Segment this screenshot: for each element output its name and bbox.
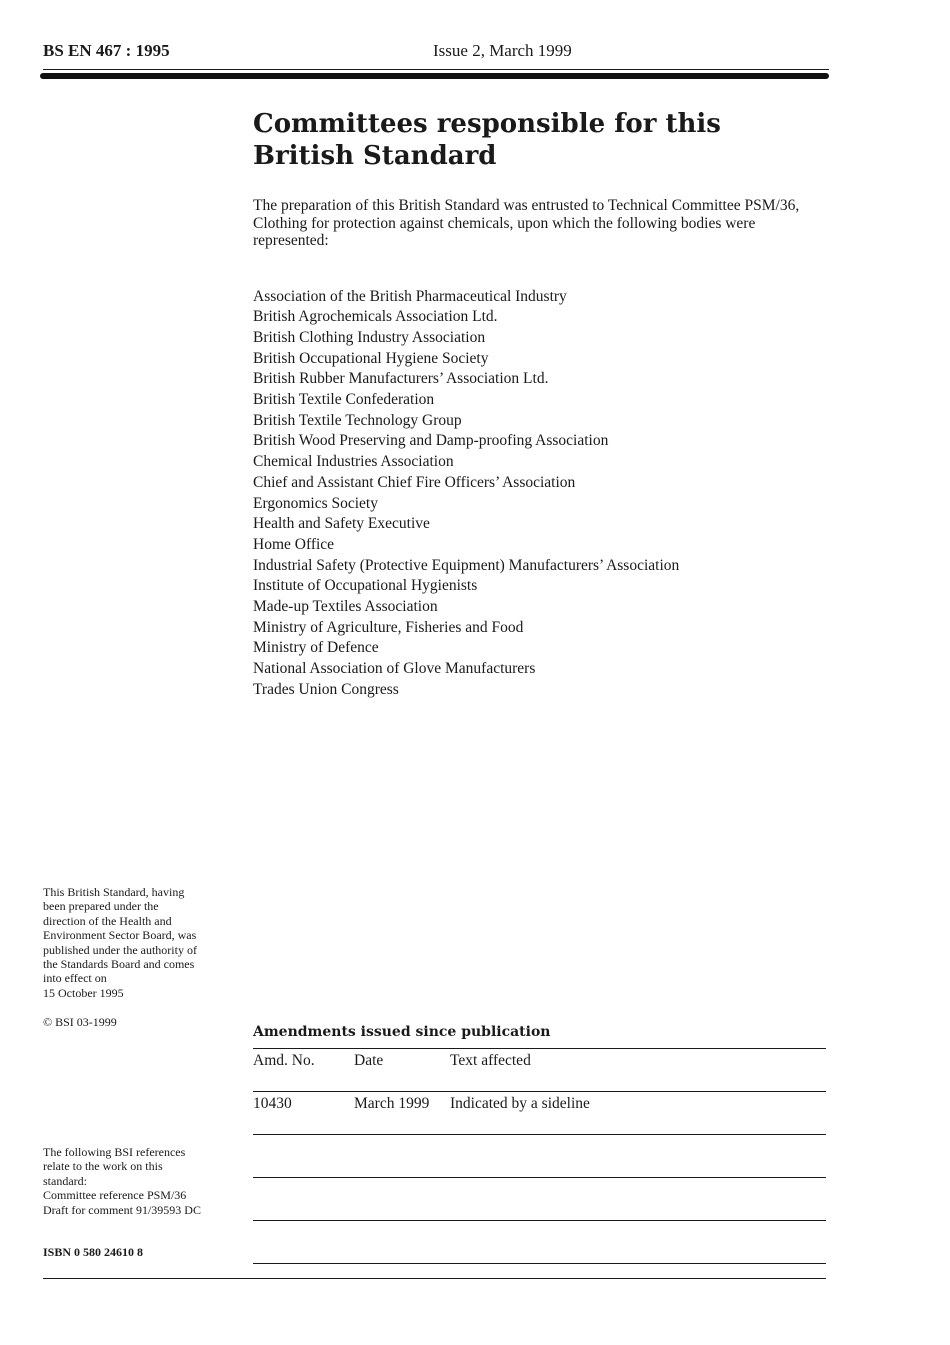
list-item: Ministry of Defence bbox=[253, 639, 379, 657]
issue-label: Issue 2, March 1999 bbox=[433, 41, 572, 60]
list-item: British Textile Confederation bbox=[253, 391, 435, 409]
table-row bbox=[253, 1134, 826, 1177]
list-item: Home Office bbox=[253, 535, 335, 553]
ref-line: Draft for comment 91/39593 DC bbox=[43, 1202, 201, 1217]
list-item: Association of the British Pharmaceutical Industry bbox=[253, 287, 567, 305]
header-thin-rule bbox=[43, 69, 829, 70]
ref-line: Committee reference PSM/36 bbox=[43, 1188, 187, 1203]
document-id: BS EN 467 : 1995 bbox=[43, 41, 170, 60]
list-item: Chief and Assistant Chief Fire Officers’ Association bbox=[253, 473, 576, 491]
list-item: Trades Union Congress bbox=[253, 680, 399, 698]
note-line: Environment Sector Board, was bbox=[43, 928, 197, 943]
table-row bbox=[253, 1091, 826, 1134]
list-item: Ministry of Agriculture, Fisheries and Food bbox=[253, 618, 524, 636]
list-item: British Occupational Hygiene Society bbox=[253, 349, 489, 367]
note-line: into effect on bbox=[43, 971, 107, 986]
column-header-amd-no: Amd. No. bbox=[253, 1052, 315, 1069]
intro-paragraph: The preparation of this British Standard was entrusted to Technical Committee PSM/36, Clothing for protection against chemicals, upon which the following bodies were represented: bbox=[253, 197, 800, 249]
ref-line: relate to the work on this bbox=[43, 1159, 163, 1174]
column-header-text-affected: Text affected bbox=[450, 1052, 531, 1069]
list-item: Ergonomics Society bbox=[253, 494, 378, 512]
ref-line: standard: bbox=[43, 1173, 87, 1188]
header-thick-rule bbox=[40, 73, 829, 79]
note-line: This British Standard, having bbox=[43, 885, 185, 899]
footer-rule bbox=[43, 1278, 826, 1279]
amendments-table bbox=[253, 1024, 826, 1264]
note-line: been prepared under the bbox=[43, 899, 159, 914]
list-item: Institute of Occupational Hygienists bbox=[253, 577, 478, 595]
table-cell: Indicated by a sideline bbox=[450, 1095, 590, 1112]
title-line-1: Committees responsible for this bbox=[253, 109, 721, 139]
list-item: Health and Safety Executive bbox=[253, 515, 430, 533]
preparation-note bbox=[43, 885, 243, 1000]
column-header-date: Date bbox=[354, 1052, 384, 1069]
main-content bbox=[253, 108, 828, 701]
list-item: British Agrochemicals Association Ltd. bbox=[253, 308, 498, 326]
represented-bodies-list bbox=[253, 287, 828, 701]
bsi-references bbox=[43, 1145, 243, 1217]
list-item: British Textile Technology Group bbox=[253, 411, 462, 429]
list-item: Made-up Textiles Association bbox=[253, 598, 438, 616]
list-item: Industrial Safety (Protective Equipment) Manufacturers’ Association bbox=[253, 556, 680, 574]
ref-line: The following BSI references bbox=[43, 1145, 186, 1159]
table-cell: March 1999 bbox=[354, 1095, 430, 1112]
table-header-row bbox=[253, 1048, 826, 1091]
list-item: British Clothing Industry Association bbox=[253, 328, 486, 346]
table-cell: 10430 bbox=[253, 1095, 292, 1112]
note-line: 15 October 1995 bbox=[43, 985, 124, 1000]
table-row bbox=[253, 1220, 826, 1264]
list-item: National Association of Glove Manufacturers bbox=[253, 660, 536, 678]
list-item: Chemical Industries Association bbox=[253, 453, 454, 471]
page-title bbox=[253, 108, 828, 172]
isbn: ISBN 0 580 24610 8 bbox=[43, 1245, 144, 1259]
note-line: the Standards Board and comes bbox=[43, 957, 195, 972]
amendments-title: Amendments issued since publication bbox=[253, 1024, 551, 1040]
note-line: direction of the Health and bbox=[43, 913, 172, 928]
table-row bbox=[253, 1177, 826, 1220]
copyright-notice: © BSI 03-1999 bbox=[43, 1015, 117, 1029]
list-item: British Wood Preserving and Damp-proofing Association bbox=[253, 432, 609, 450]
note-line: published under the authority of bbox=[43, 942, 197, 957]
title-line-2: British Standard bbox=[253, 141, 497, 171]
list-item: British Rubber Manufacturers’ Association Ltd. bbox=[253, 370, 549, 388]
